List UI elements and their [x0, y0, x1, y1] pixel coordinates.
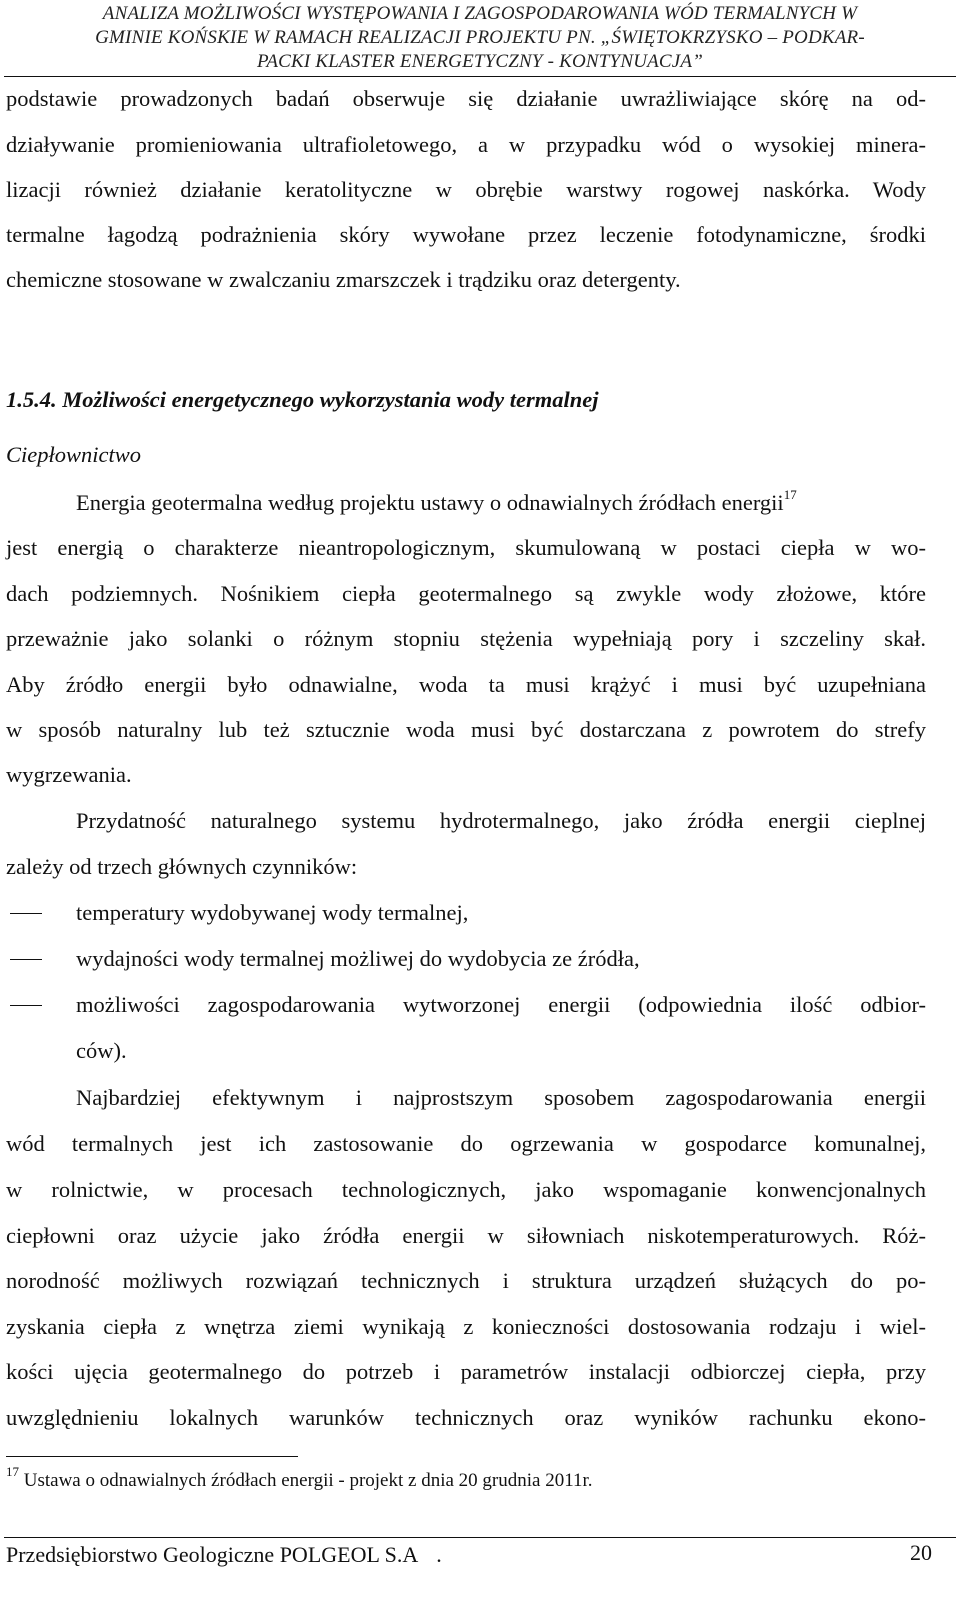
paragraph4-line: zyskania ciepła z wnętrza ziemi wynikają z konieczności dostosowania rodzaju i wiel- — [6, 1314, 926, 1339]
header-line-3: PACKI KLASTER ENERGETYCZNY - KONTYNUACJA” — [257, 51, 703, 72]
page-header — [0, 2, 960, 74]
paragraph4-line: uwzględnieniu lokalnych warunków technicznych oraz wyników rachunku ekono- — [6, 1405, 926, 1430]
paragraph4-line: kości ujęcia geotermalnego do potrzeb i parametrów instalacji odbiorczej ciepła, przy — [6, 1359, 926, 1384]
header-line-2: GMINIE KOŃSKIE W RAMACH REALIZACJI PROJEKTU PN. „ŚWIĘTOKRZYSKO – PODKAR- — [95, 27, 865, 48]
footer-company-name: Przedsiębiorstwo Geologiczne POLGEOL S.A — [6, 1542, 419, 1567]
footnote — [6, 1463, 593, 1494]
paragraph1-line: lizacji również działanie keratolityczne w obrębie warstwy rogowej naskórka. Wody — [6, 177, 926, 202]
footnote-number: 17 — [6, 1463, 19, 1479]
subheading: Ciepłownictwo — [6, 442, 141, 467]
paragraph2-first-line-text: Energia geotermalna według projektu ustawy o odnawialnych źródłach energii — [76, 490, 784, 515]
paragraph1-line: działywanie promieniowania ultrafioletowego, a w przypadku wód o wysokiej minera- — [6, 132, 926, 157]
list-item: wydajności wody termalnej możliwej do wydobycia ze źródła, — [76, 946, 640, 971]
list-item: temperatury wydobywanej wody termalnej, — [76, 900, 469, 925]
paragraph2-line: Aby źródło energii było odnawialne, woda ta musi krążyć i musi być uzupełniana — [6, 672, 926, 697]
paragraph1-line: podstawie prowadzonych badań obserwuje się działanie uwrażliwiające skórę na od- — [6, 86, 926, 111]
list-item: możliwości zagospodarowania wytworzonej energii (odpowiednia ilość odbior- — [76, 992, 926, 1017]
paragraph2-line: dach podziemnych. Nośnikiem ciepła geotermalnego są zwykle wody złożowe, które — [6, 581, 926, 606]
paragraph4-line: wód termalnych jest ich zastosowanie do ogrzewania w gospodarce komunalnej, — [6, 1131, 926, 1156]
paragraph1-line: termalne łagodzą podrażnienia skóry wywołane przez leczenie fotodynamiczne, środki — [6, 222, 926, 247]
paragraph1-line: chemiczne stosowane w zwalczaniu zmarszczek i trądziku oraz detergenty. — [6, 267, 681, 292]
paragraph2-line: przeważnie jako solanki o różnym stopniu stężenia wypełniają pory i szczeliny skał. — [6, 626, 926, 651]
paragraph4-line: norodność możliwych rozwiązań technicznych i struktura urządzeń służących do po- — [6, 1268, 926, 1293]
paragraph3-line: zależy od trzech głównych czynników: — [6, 854, 358, 879]
header-divider — [4, 76, 956, 77]
paragraph2-line: wygrzewania. — [6, 762, 132, 787]
paragraph4-line: ciepłowni oraz użycie jako źródła energii w siłowniach niskotemperaturowych. Róż- — [6, 1223, 926, 1248]
list-item-continuation: ców). — [76, 1038, 127, 1063]
footnote-reference: 17 — [783, 486, 797, 502]
footer-divider — [4, 1537, 956, 1538]
paragraph4-line: w rolnictwie, w procesach technologicznych, jako wspomaganie konwencjonalnych — [6, 1177, 926, 1202]
footer-company — [6, 1540, 442, 1570]
paragraph2-line: jest energią o charakterze nieantropologicznym, skumulowaną w postaci ciepła w wo- — [6, 535, 926, 560]
page-number: 20 — [910, 1540, 932, 1565]
paragraph4-line: Najbardziej efektywnym i najprostszym sposobem zagospodarowania energii — [76, 1085, 926, 1110]
footnote-divider — [6, 1456, 298, 1457]
footnote-text: Ustawa o odnawialnych źródłach energii - projekt z dnia 20 grudnia 2011r. — [23, 1470, 593, 1491]
paragraph2-line: w sposób naturalny lub też sztucznie woda musi być dostarczana z powrotem do strefy — [6, 717, 926, 742]
paragraph3-line: Przydatność naturalnego systemu hydrotermalnego, jako źródła energii cieplnej — [76, 808, 926, 833]
section-title: 1.5.4. Możliwości energetycznego wykorzystania wody termalnej — [6, 387, 599, 412]
header-line-1: ANALIZA MOŻLIWOŚCI WYSTĘPOWANIA I ZAGOSPODAROWANIA WÓD TERMALNYCH W — [102, 3, 858, 24]
paragraph2-first-line — [76, 488, 926, 518]
footer-dot: . — [436, 1542, 442, 1567]
